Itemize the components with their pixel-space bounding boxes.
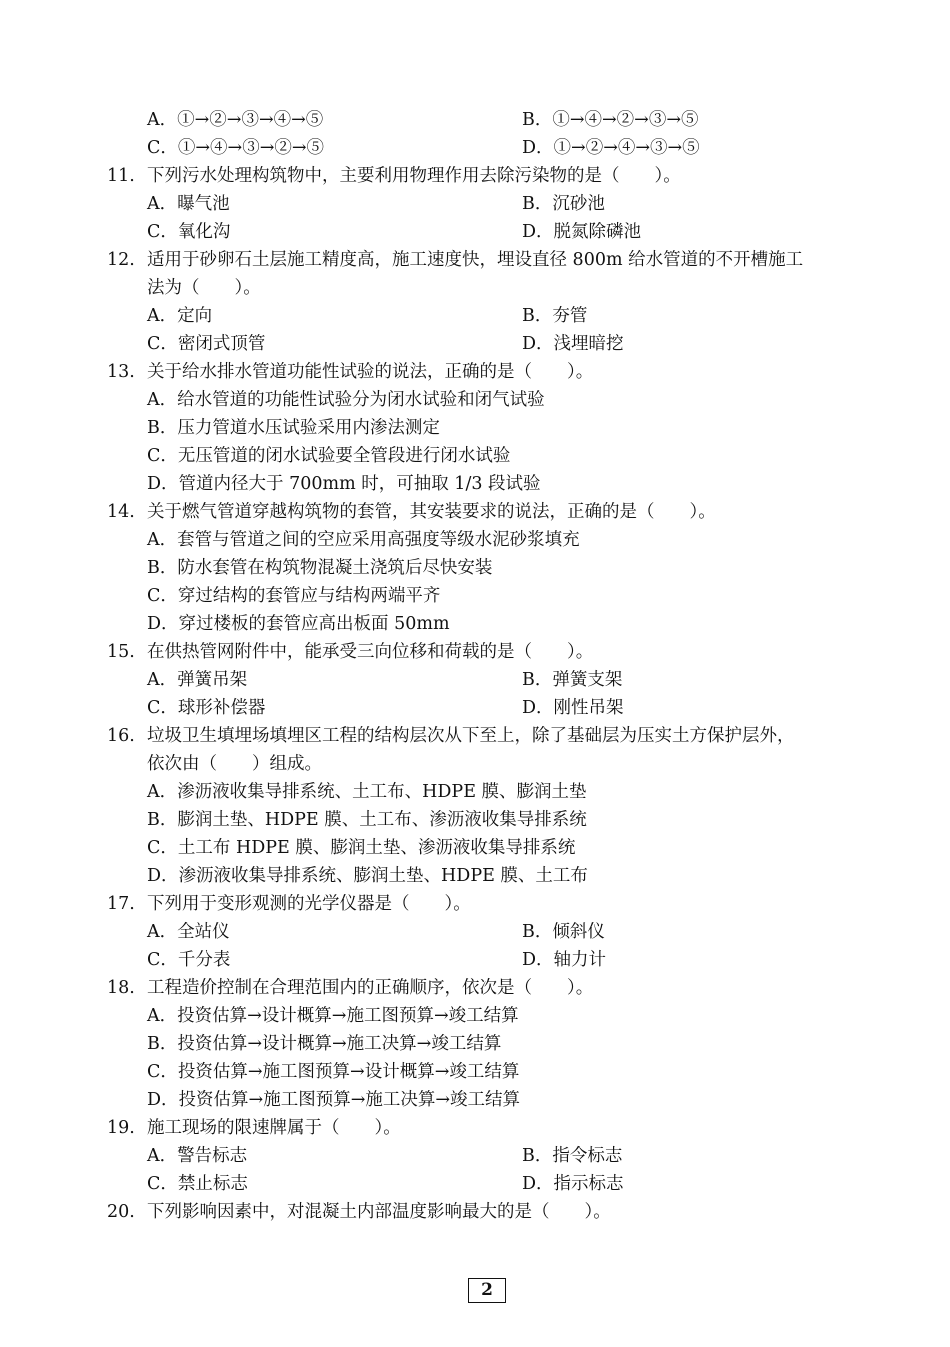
q18-option-c: C．投资估算→施工图预算→设计概算→竣工结算	[147, 1062, 520, 1082]
q11-text: 下列污水处理构筑物中，主要利用物理作用去除污染物的是（ ）。	[147, 166, 681, 186]
q16-option-b: B．膨润土垫、HDPE 膜、土工布、渗沥液收集导排系统	[147, 810, 587, 830]
q12-number: 12.	[107, 250, 135, 270]
q17-option-a: A．全站仪	[147, 922, 230, 942]
q15-option-c: C．球形补偿器	[147, 698, 266, 718]
q15-option-b: B．弹簧支架	[522, 670, 623, 690]
q17-number: 17.	[107, 894, 135, 914]
q11-option-d: D．脱氮除磷池	[522, 222, 642, 242]
q13-text: 关于给水排水管道功能性试验的说法，正确的是（ ）。	[147, 362, 594, 382]
q17-option-d: D．轴力计	[522, 950, 607, 970]
q19-option-c: C．禁止标志	[147, 1174, 248, 1194]
q14-option-b: B．防水套管在构筑物混凝土浇筑后尽快安装	[147, 558, 493, 578]
page-number: 2	[468, 1278, 506, 1303]
q14-option-d: D．穿过楼板的套管应高出板面 50mm	[147, 614, 450, 634]
q19-option-a: A．警告标志	[147, 1146, 248, 1166]
q18-text: 工程造价控制在合理范围内的正确顺序，依次是（ ）。	[147, 978, 594, 998]
q20-text: 下列影响因素中，对混凝土内部温度影响最大的是（ ）。	[147, 1202, 611, 1222]
q14-option-a: A．套管与管道之间的空应采用高强度等级水泥砂浆填充	[147, 530, 580, 550]
q15-number: 15.	[107, 642, 135, 662]
q19-number: 19.	[107, 1118, 135, 1138]
q19-option-b: B．指令标志	[522, 1146, 623, 1166]
q18-option-a: A．投资估算→设计概算→施工图预算→竣工结算	[147, 1006, 519, 1026]
q12-option-c: C．密闭式顶管	[147, 334, 266, 354]
q16-option-c: C．土工布 HDPE 膜、膨润土垫、渗沥液收集导排系统	[147, 838, 576, 858]
q10-option-b: B．①→④→②→③→⑤	[522, 110, 699, 130]
q13-option-d: D．管道内径大于 700mm 时，可抽取 1/3 段试验	[147, 474, 541, 494]
q13-number: 13.	[107, 362, 135, 382]
q10-option-d: D．①→②→④→③→⑤	[522, 138, 700, 158]
q20-number: 20.	[107, 1202, 135, 1222]
q12-option-a: A．定向	[147, 306, 213, 326]
q19-option-d: D．指示标志	[522, 1174, 624, 1194]
q10-option-c: C．①→④→③→②→⑤	[147, 138, 325, 158]
q16-option-a: A．渗沥液收集导排系统、土工布、HDPE 膜、膨润土垫	[147, 782, 587, 802]
q13-option-b: B．压力管道水压试验采用内渗法测定	[147, 418, 440, 438]
q10-option-a: A．①→②→③→④→⑤	[147, 110, 324, 130]
q12-text-line2: 法为（ ）。	[147, 278, 261, 298]
q17-option-c: C．千分表	[147, 950, 231, 970]
q18-option-b: B．投资估算→设计概算→施工决算→竣工结算	[147, 1034, 502, 1054]
q19-text: 施工现场的限速牌属于（ ）。	[147, 1118, 401, 1138]
q14-number: 14.	[107, 502, 135, 522]
q14-option-c: C．穿过结构的套管应与结构两端平齐	[147, 586, 441, 606]
q13-option-a: A．给水管道的功能性试验分为闭水试验和闭气试验	[147, 390, 545, 410]
q17-text: 下列用于变形观测的光学仪器是（ ）。	[147, 894, 471, 914]
q11-option-b: B．沉砂池	[522, 194, 605, 214]
q15-text: 在供热管网附件中，能承受三向位移和荷载的是（ ）。	[147, 642, 594, 662]
q14-text: 关于燃气管道穿越构筑物的套管，其安装要求的说法，正确的是（ ）。	[147, 502, 716, 522]
q16-number: 16.	[107, 726, 135, 746]
q11-option-a: A．曝气池	[147, 194, 230, 214]
q18-number: 18.	[107, 978, 135, 998]
q15-option-a: A．弹簧吊架	[147, 670, 248, 690]
q12-option-b: B．夯管	[522, 306, 588, 326]
q12-text-line1: 适用于砂卵石土层施工精度高，施工速度快，埋设直径 800m 给水管道的不开槽施工	[147, 250, 804, 270]
q16-text-line2: 依次由（ ）组成。	[147, 754, 322, 774]
q11-option-c: C．氧化沟	[147, 222, 231, 242]
q16-option-d: D．渗沥液收集导排系统、膨润土垫、HDPE 膜、土工布	[147, 866, 588, 886]
q13-option-c: C．无压管道的闭水试验要全管段进行闭水试验	[147, 446, 511, 466]
q16-text-line1: 垃圾卫生填埋场填埋区工程的结构层次从下至上，除了基础层为压实土方保护层外，	[147, 726, 795, 746]
q15-option-d: D．刚性吊架	[522, 698, 624, 718]
q12-option-d: D．浅埋暗挖	[522, 334, 624, 354]
q17-option-b: B．倾斜仪	[522, 922, 605, 942]
q11-number: 11.	[107, 166, 135, 186]
q18-option-d: D．投资估算→施工图预算→施工决算→竣工结算	[147, 1090, 521, 1110]
